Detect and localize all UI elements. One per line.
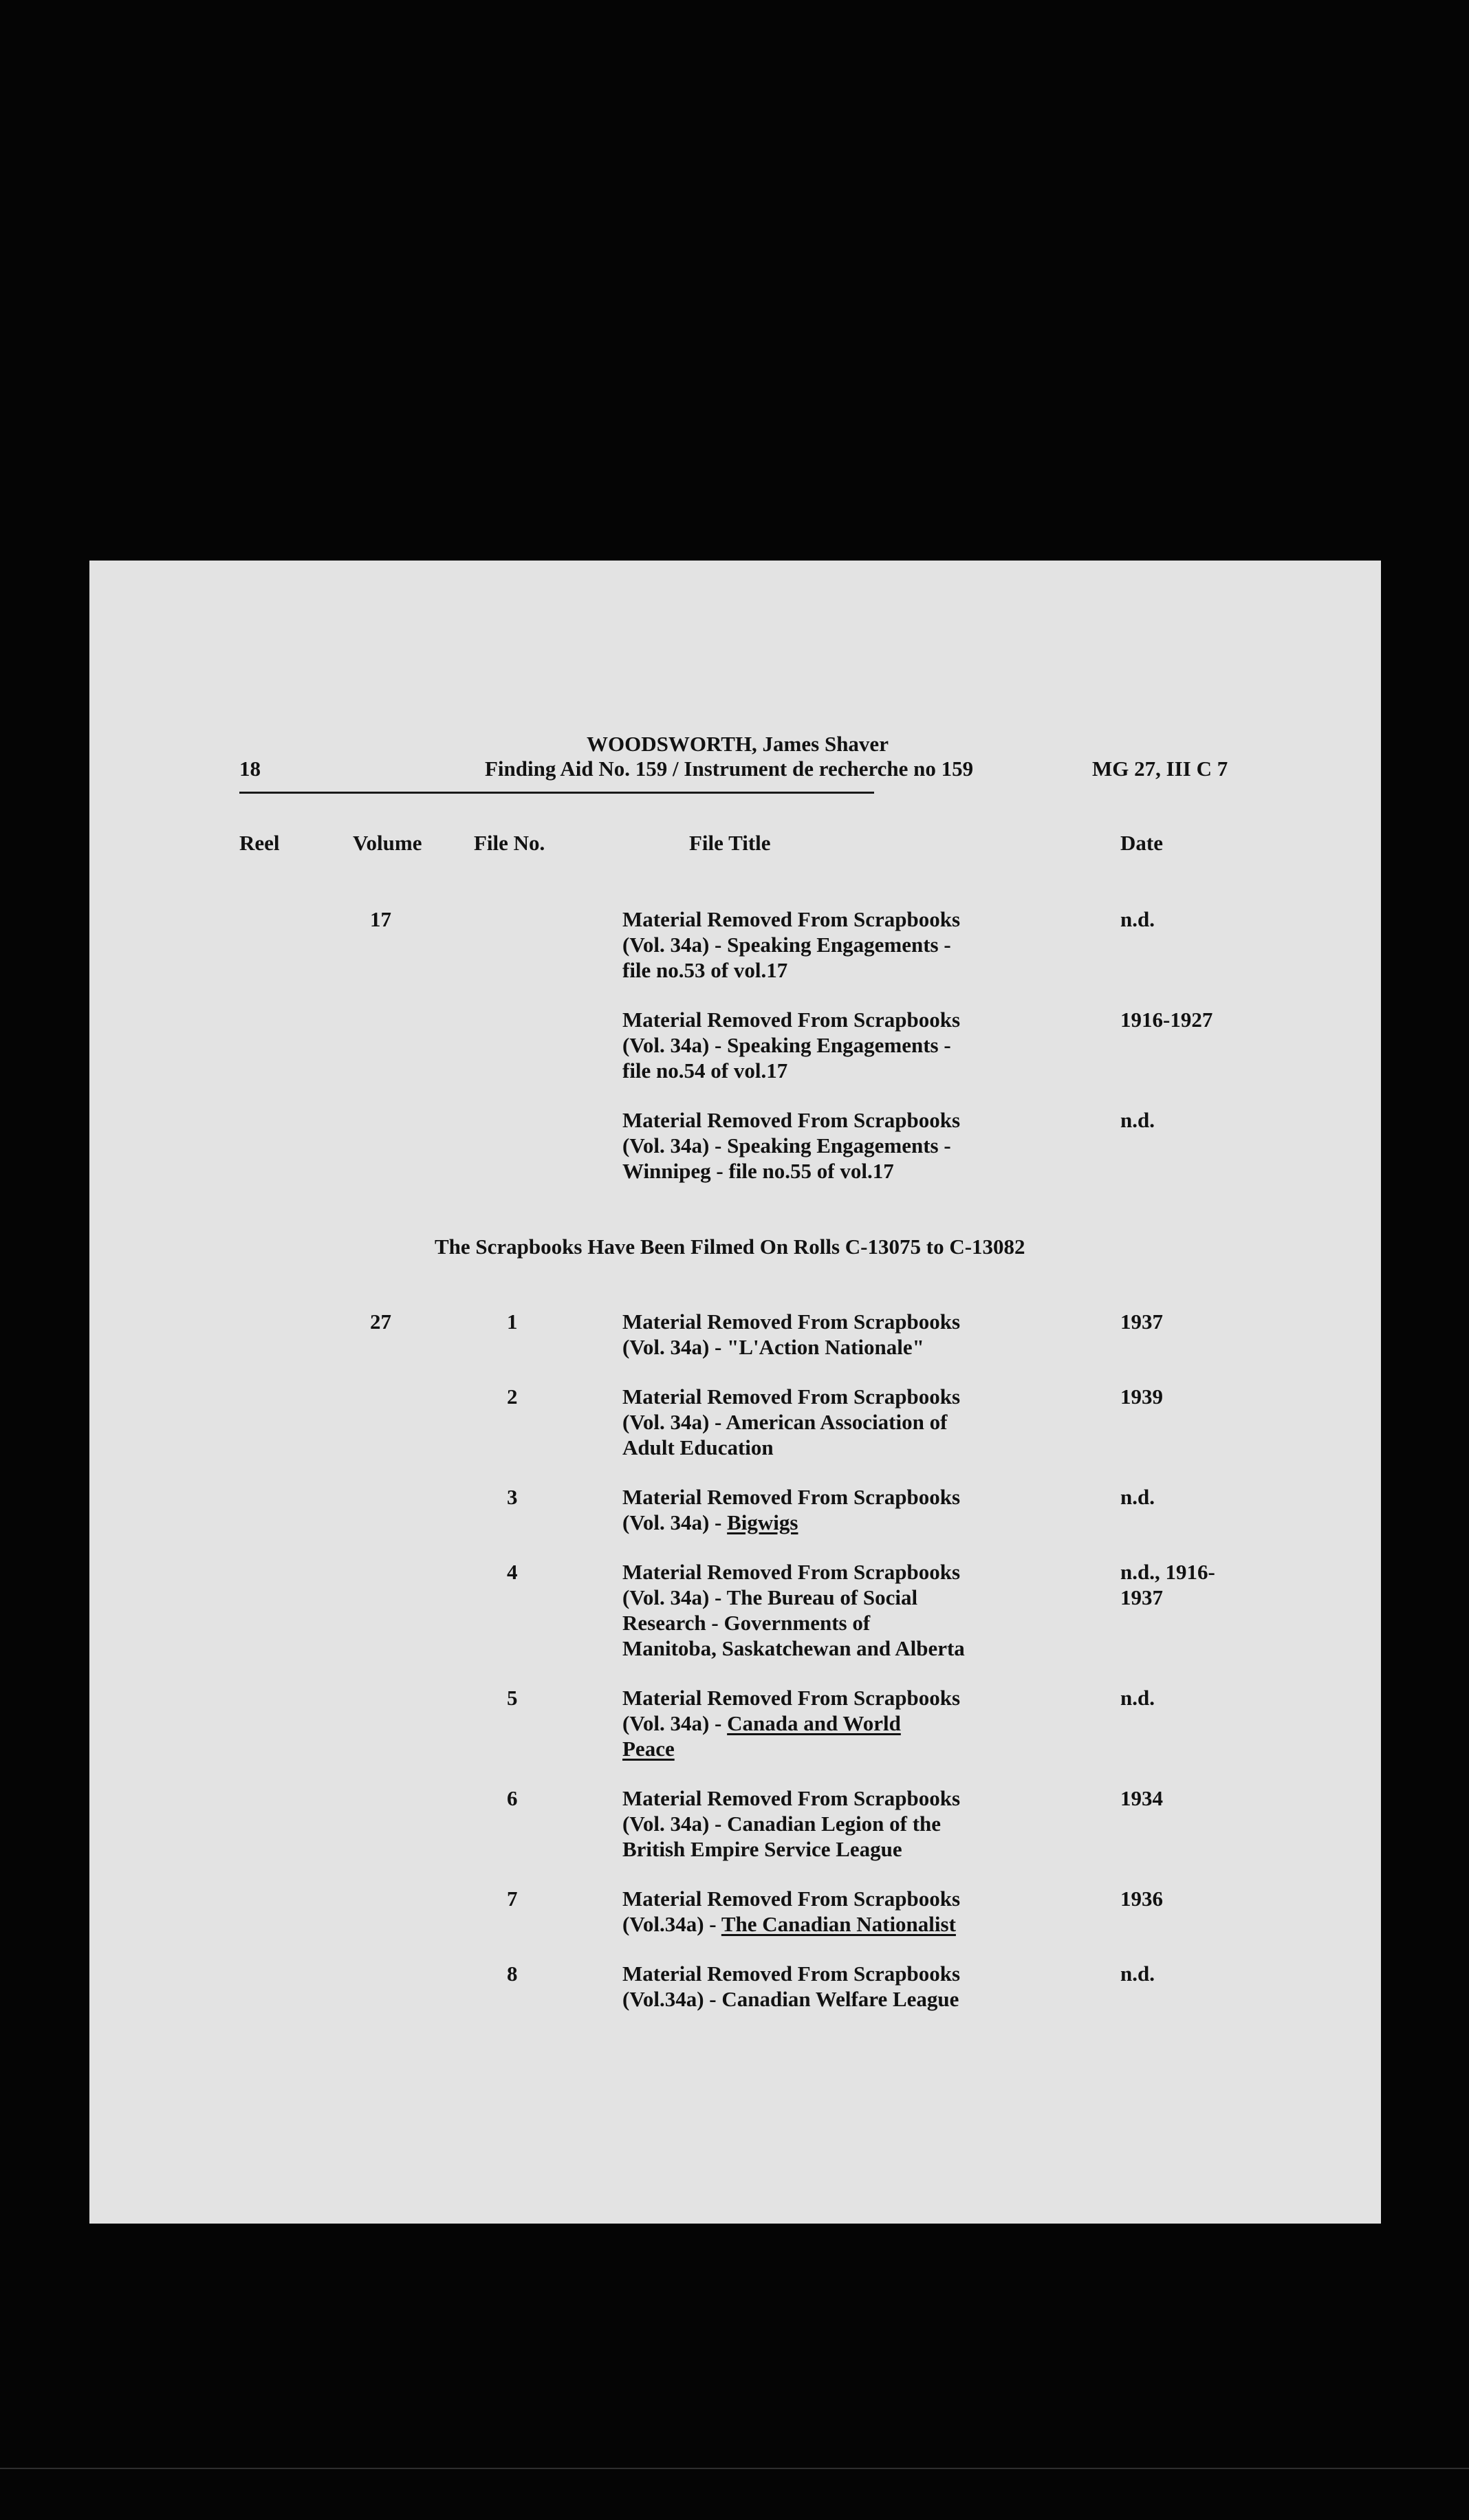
list-item: Material Removed From Scrapbooks (Vol.34a) - The Canadian Nationalist [622,1887,961,1936]
entry-date: 1936 [1120,1887,1163,1911]
entry-date: 1934 [1120,1786,1163,1810]
entry-date: n.d. [1120,1108,1155,1132]
header-rule [239,792,874,794]
file-number: 3 [507,1485,518,1509]
entry-date: n.d. [1120,907,1155,931]
file-number: 5 [507,1686,518,1710]
entry-date: n.d. [1120,1962,1155,1986]
list-item: Material Removed From Scrapbooks (Vol. 34a) - Speaking Engagements - Winnipeg - file no.55 of vol.17 [622,1108,961,1183]
entry-date: n.d. [1120,1485,1155,1509]
scan-edge-line [0,2468,1469,2469]
file-number: 4 [507,1560,518,1584]
underlined-title: Canada and World [727,1711,901,1735]
file-number: 8 [507,1962,518,1986]
volume-27: 27 [370,1310,391,1334]
col-file-no: File No. [474,831,545,855]
list-item: Material Removed From Scrapbooks (Vol. 34a) - Speaking Engagements - file no.54 of vol.17 [622,1008,961,1083]
list-item: Material Removed From Scrapbooks (Vol.34a) - Canadian Welfare League [622,1962,961,2011]
entry-date: n.d. [1120,1686,1155,1710]
list-item: Material Removed From Scrapbooks (Vol. 34a) - Bigwigs [622,1485,961,1534]
col-volume: Volume [353,831,422,855]
entry-date: 1937 [1120,1310,1163,1334]
document-page [89,561,1381,2224]
col-file-title: File Title [689,831,771,855]
underlined-title: Bigwigs [727,1510,798,1534]
underlined-title: Peace [622,1737,675,1761]
entry-date: n.d., 1916- 1937 [1120,1560,1215,1609]
list-item: Material Removed From Scrapbooks (Vol. 34a) - Speaking Engagements - file no.53 of vol.17 [622,907,961,982]
doc-title: WOODSWORTH, James Shaver [587,732,889,756]
file-number: 1 [507,1310,518,1334]
list-item: Material Removed From Scrapbooks (Vol. 34a) - The Bureau of Social Research - Governments of Manitoba, Saskatchewan and Alberta [622,1560,965,1660]
list-item: Material Removed From Scrapbooks (Vol. 34a) - "L'Action Nationale" [622,1310,961,1359]
col-reel: Reel [239,831,280,855]
underlined-title: The Canadian Nationalist [721,1912,956,1936]
finding-aid-subtitle: Finding Aid No. 159 / Instrument de recherche no 159 [485,757,974,781]
entry-date: 1916-1927 [1120,1008,1213,1032]
section-note: The Scrapbooks Have Been Filmed On Rolls C-13075 to C-13082 [435,1235,1025,1259]
page-number: 18 [239,757,261,781]
file-number: 6 [507,1786,518,1810]
list-item: Material Removed From Scrapbooks (Vol. 34a) - Canada and World Peace [622,1686,961,1761]
file-number: 2 [507,1384,518,1409]
file-number: 7 [507,1887,518,1911]
col-date: Date [1120,831,1163,855]
volume-17: 17 [370,907,391,931]
reference-code: MG 27, III C 7 [1092,757,1228,781]
list-item: Material Removed From Scrapbooks (Vol. 34a) - Canadian Legion of the British Empire Service League [622,1786,961,1861]
list-item: Material Removed From Scrapbooks (Vol. 34a) - American Association of Adult Education [622,1384,961,1459]
entry-date: 1939 [1120,1384,1163,1409]
